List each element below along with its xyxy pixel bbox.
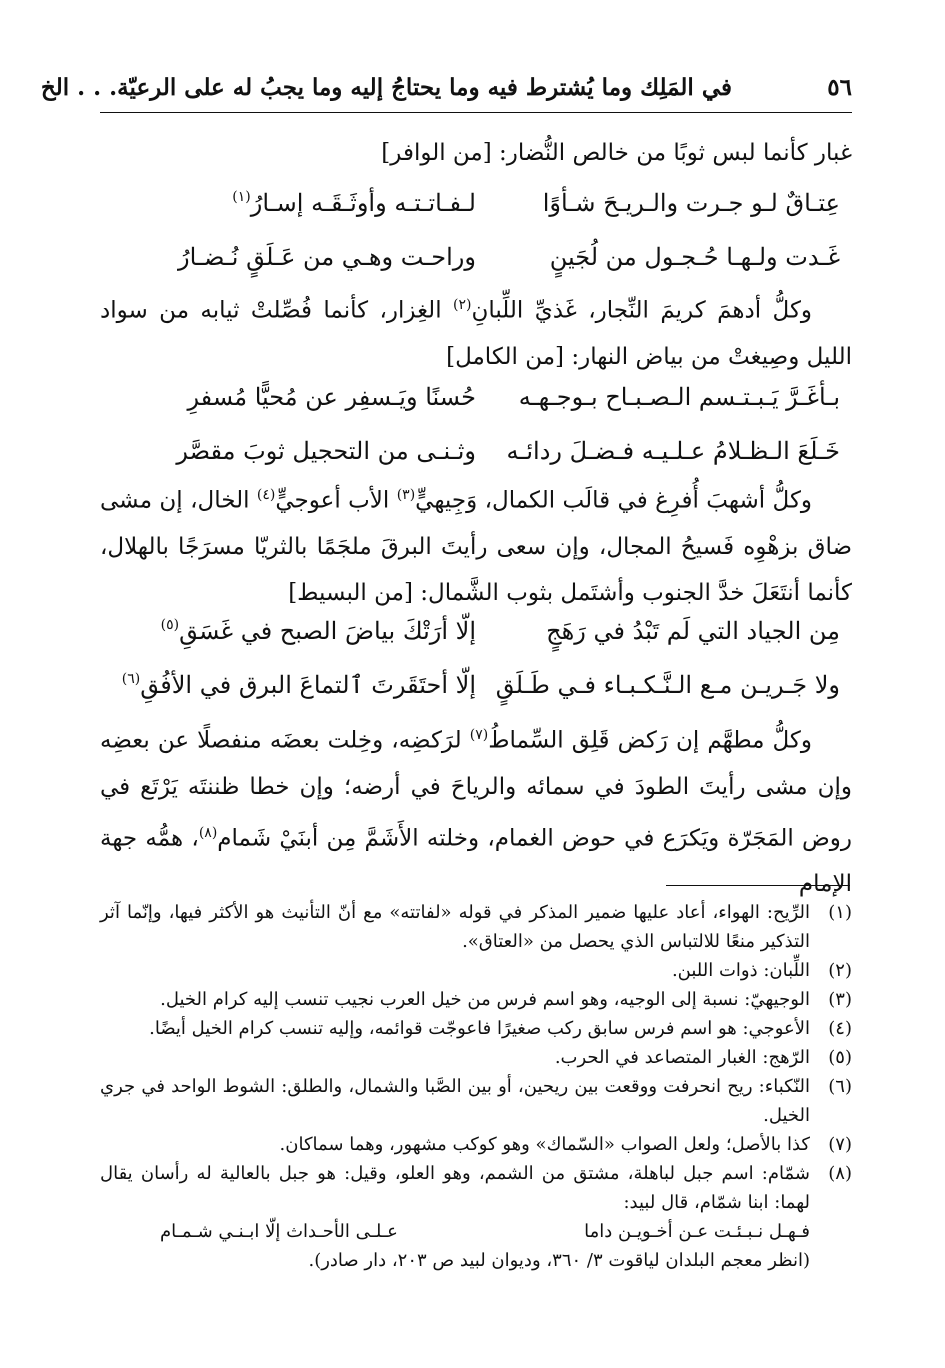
paragraph-2: وكلُّ أدهمَ كريمَ النِّجار، غَذيِّ اللِّبانِ$^{(٢)}$ الغِزار، كأنما فُصِّلتْ ثيابه من سواد الليل وصِيغتْ من بياض النهار: [من الكامل] xyxy=(100,297,852,370)
footnote-source: (انظر معجم البلدان لياقوت ٣/ ٣٦٠، وديوان لبيد ص ٢٠٣، دار صادر). xyxy=(308,1250,810,1271)
footnote-number: (٦) xyxy=(828,1076,852,1097)
verse-first-hemistich: فـهـل نـبـئـت عـن أخـويـن داما xyxy=(584,1221,810,1242)
footnote xyxy=(100,1072,852,1130)
verse-first-hemistich: عِتـاقٌ لـو جـرت والـريـحَ شـأوًا xyxy=(542,189,840,217)
footnote-marker: (٨) xyxy=(198,824,218,841)
paragraph-text: غبار كأنما لبس ثوبًا من خالص النُّضار: [من الوافر] xyxy=(381,140,852,166)
footnote-text: اللِّبان: ذوات اللبن. xyxy=(671,960,810,981)
poem-3 xyxy=(121,604,840,712)
footnote-marker: (١) xyxy=(232,189,251,205)
footnote-marker: (٦) xyxy=(121,671,141,687)
footnote-marker: (٤) xyxy=(256,487,276,503)
verse-second-hemistich: عـلـى الأحـداث إلّا ابـنـي شـمـام xyxy=(160,1221,398,1242)
footnote xyxy=(100,985,852,1014)
paragraph-3: وكلُّ أشهبَ أُفرِغ في قالَب الكمال، وَجِيهيٍّ$^{(٣)}$ الأب أعوجيٍّ$^{(٤)}$ الخال، إن مشى ضاق بزهْوِه فَسيحُ المجال، وإن سعى رأيتَ البرقَ ملجَمًا بالثريّا مسرَجًا بالهلال، كأنما أنتَعَلَ خدَّ الجنوب وأشتَمل بثوب الشَّمال: [من البسيط] xyxy=(100,487,852,606)
verse-line xyxy=(140,604,840,658)
footnote-marker: (٢) xyxy=(452,297,472,313)
footnote xyxy=(100,1130,852,1159)
verse-second-hemistich: حُسنًا ويَـسفِر عن مُحيًّا مُسفرِ xyxy=(187,383,476,411)
footnote-text: الرِّيح: الهواء، أعاد عليها ضمير المذكر في قوله «لفاتته» مع أنّ التأنيث هو الأكثر فيها، وإنّما آثر التذكير منعًا للالتباس الذي يحصل من «العتاق». xyxy=(100,902,810,952)
verse-line xyxy=(140,176,840,230)
verse-second-hemistich: إلّا أرَتْكَ بياضَ الصبح في غَسَقِ (٥) xyxy=(160,617,476,645)
footnote xyxy=(100,1043,852,1072)
footnote-text: النّكباء: ريح انحرفت ووقعت بين ريحين، أو بين الصَّبا والشمال، والطلق: الشوط الواحد في جري الخيل. xyxy=(100,1076,810,1126)
verse-second-hemistich: إلّا أحتَقَرتَ ٱلتماعَ البرق في الأفُقِ (٦) xyxy=(121,671,476,699)
verse-first-hemistich: غَـدت ولـهـا حُـجـول من لُجَينٍ xyxy=(549,243,840,271)
running-header xyxy=(40,70,852,110)
footnote-number: (٣) xyxy=(828,989,852,1010)
chapter-title: في المَلِك وما يُشترط فيه وما يحتاجُ إليه وما يجبُ له على الرعيّة. . . الخ xyxy=(40,74,732,101)
verse-first-hemistich: بـأغَـرَّ يَـبـتـسم الـصـبـاح بـوجـهـه xyxy=(518,383,840,411)
verse-line xyxy=(140,370,840,424)
footnote-number: (٨) xyxy=(828,1163,852,1184)
footnote xyxy=(100,1159,852,1217)
footnote-verse xyxy=(100,1217,852,1246)
verse-line xyxy=(140,230,840,284)
footnote-number: (١) xyxy=(828,902,852,923)
footnote xyxy=(100,898,852,956)
footnote-divider xyxy=(666,885,850,886)
footnote-text: شمّام: اسم جبل لباهلة، مشتق من الشمم، وهو العلو، وقيل: هو جبل بالعالية له رأسان يقال لهما: ابنا شمّام، قال لبيد: xyxy=(100,1163,810,1213)
footnote-number: (٤) xyxy=(828,1018,852,1039)
footnote-text: الوجيهيّ: نسبة إلى الوجيه، وهو اسم فرس من خيل العرب نجيب تنسب إليه كرام الخيل. xyxy=(160,989,810,1010)
page-number: ٥٦ xyxy=(827,74,852,101)
footnote-number: (٥) xyxy=(828,1047,852,1068)
poem-2 xyxy=(140,370,840,478)
verse-line xyxy=(140,424,840,478)
footnote-text: الرّهج: الغبار المتصاعد في الحرب. xyxy=(554,1047,810,1068)
footnotes xyxy=(100,898,852,1275)
verse-second-hemistich: لـفـاتـتـه وأوثَـقَـه إسـارُ (١) xyxy=(232,189,476,217)
footnote-text: كذا بالأصل؛ ولعل الصواب «السّماك» وهو كوكب مشهور، وهما سماكان. xyxy=(279,1134,810,1155)
header-divider xyxy=(100,112,852,113)
footnote-marker: (٣) xyxy=(396,487,416,503)
paragraph-1 xyxy=(100,130,852,176)
verse-first-hemistich: ولا جَـريـن مـع الـنَّـكـبـاء فـي طَـلَقٍ xyxy=(495,671,840,699)
verse-line xyxy=(121,658,840,712)
footnote-text: الأعوجي: هو اسم فرس سابق ركب صغيرًا فاعوجّت قوائمه، وإليه تنسب كرام الخيل أيضًا. xyxy=(149,1018,810,1039)
footnote-number: (٢) xyxy=(828,960,852,981)
verse-second-hemistich: وراحـت وهـي من عَـلَقٍ نُـضـارُ xyxy=(178,243,476,271)
paragraph-4: وكلُّ مطهَّم إن رَكض قَلِق السِّماطُ$^{(٧)}$ لرَكضِه، وخِلت بعضَه منفصلًا عن بعضِه وإن مشى رأيتَ الطودَ في سمائه والرياحَ في أرضه؛ وإن خطا ظننتَه يَرْتَع في روض المَجَرّة ويَكرَع في حوض الغمام، وخلته الأَشَمَّ مِن أبنَيْ شَمام$^{(٨)}$، همُّه جهة الإمام xyxy=(100,727,852,898)
verse-second-hemistich: وثـنـى من التحجيل ثوبَ مقصَّر xyxy=(176,437,476,465)
footnote-marker: (٥) xyxy=(160,617,180,633)
footnote-marker: (٧) xyxy=(469,727,489,743)
poem-1 xyxy=(140,176,840,284)
footnote xyxy=(100,956,852,985)
verse-first-hemistich: مِن الجياد التي لَم تَبْدُ في رَهَجٍ xyxy=(546,617,840,645)
footnote xyxy=(100,1014,852,1043)
footnote-number: (٧) xyxy=(828,1134,852,1155)
verse-first-hemistich: خَـلَعَ الـظـلامُ عـلـيـه فـضـلَ ردائـه xyxy=(506,437,840,465)
